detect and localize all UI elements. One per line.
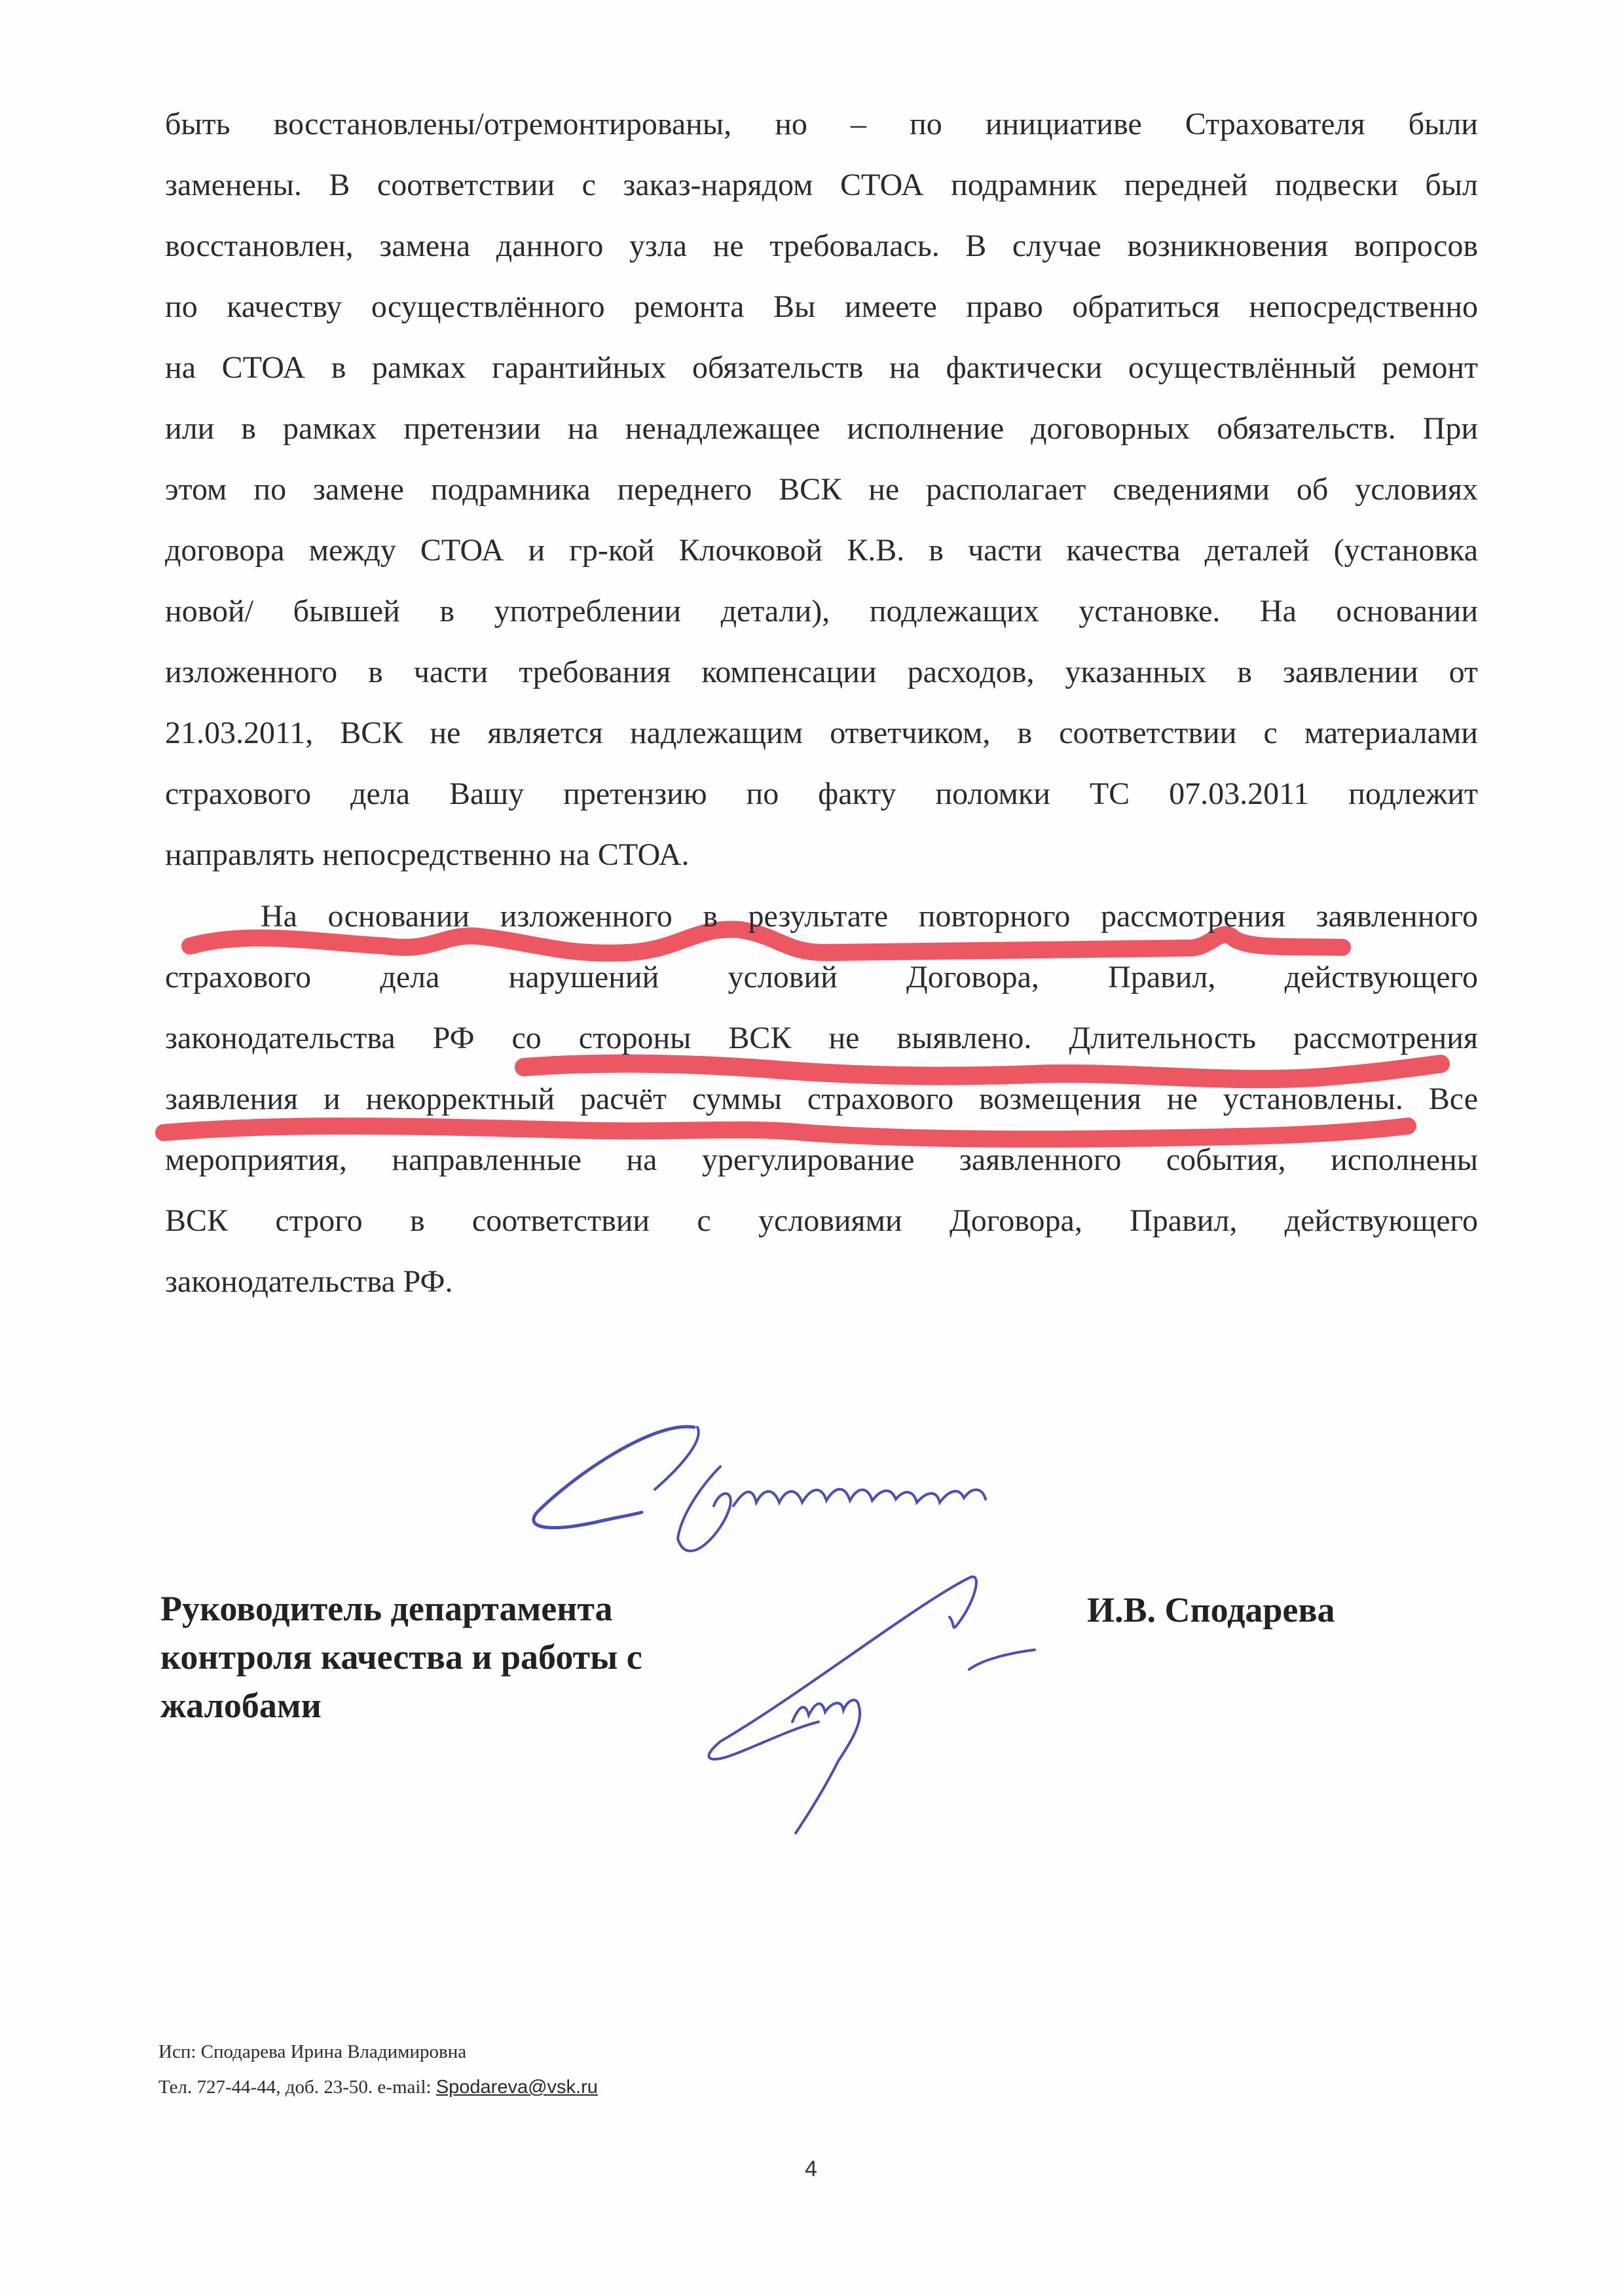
conclusion-line: заявления и некорректный расчёт суммы страхового возмещения не установлены. Все — [165, 1082, 1478, 1116]
contact-line — [158, 2077, 598, 2098]
body-line: на СТОА в рамках гарантийных обязательств на фактически осуществлённый ремонт — [165, 350, 1478, 385]
body-line: 21.03.2011, ВСК не является надлежащим ответчиком, в соответствии с материалами — [165, 716, 1478, 750]
handwritten-signature — [668, 1565, 1074, 1840]
body-line: заменены. В соответствии с заказ-нарядом СТОА подрамник передней подвески был — [165, 168, 1478, 202]
body-line: по качеству осуществлённого ремонта Вы имеете право обратиться непосредственно — [165, 289, 1478, 324]
signatory-name: И.В. Сподарева — [1087, 1590, 1335, 1630]
conclusion-line: страхового дела нарушений условий Договора, Правил, действующего — [165, 960, 1478, 994]
conclusion-line: законодательства РФ со стороны ВСК не выявлено. Длительность рассмотрения — [165, 1021, 1478, 1055]
phone-text: Тел. 727-44-44, доб. 23-50. e-mail: — [158, 2077, 436, 2098]
body-line: быть восстановлены/отремонтированы, но – по инициативе Страхователя были — [165, 107, 1478, 141]
page-number: 4 — [805, 2157, 817, 2181]
body-line: или в рамках претензии на ненадлежащее исполнение договорных обязательств. При — [165, 411, 1478, 446]
executor-line: Исп: Сподарева Ирина Владимировна — [158, 2041, 467, 2062]
conclusion-line: ВСК строго в соответствии с условиями Договора, Правил, действующего — [165, 1203, 1478, 1238]
conclusion-line: мероприятия, направленные на урегулирование заявленного события, исполнены — [165, 1142, 1478, 1177]
body-line: изложенного в части требования компенсации расходов, указанных в заявлении от — [165, 655, 1478, 689]
body-line: восстановлен, замена данного узла не требовалась. В случае возникновения вопросов — [165, 228, 1478, 263]
conclusion-line: законодательства РФ. — [165, 1264, 453, 1299]
handwritten-regards — [524, 1375, 1061, 1571]
signatory-title-line: жалобами — [160, 1686, 322, 1725]
signatory-title-line: контроля качества и работы с — [160, 1637, 642, 1677]
conclusion-line: На основании изложенного в результате повторного рассмотрения заявленного — [261, 899, 1478, 934]
email-link[interactable]: Spodareva@vsk.ru — [435, 2077, 598, 2098]
body-line: новой/ бывшей в употреблении детали), подлежащих установке. На основании — [165, 594, 1478, 629]
signatory-title-line: Руководитель департамента — [160, 1589, 613, 1628]
body-line: этом по замене подрамника переднего ВСК не располагает сведениями об условиях — [165, 472, 1478, 507]
body-line: направлять непосредственно на СТОА. — [165, 837, 690, 872]
body-line: страхового дела Вашу претензию по факту поломки ТС 07.03.2011 подлежит — [165, 776, 1478, 811]
body-line: договора между СТОА и гр-кой Клочковой К.В. в части качества деталей (установка — [165, 533, 1478, 568]
